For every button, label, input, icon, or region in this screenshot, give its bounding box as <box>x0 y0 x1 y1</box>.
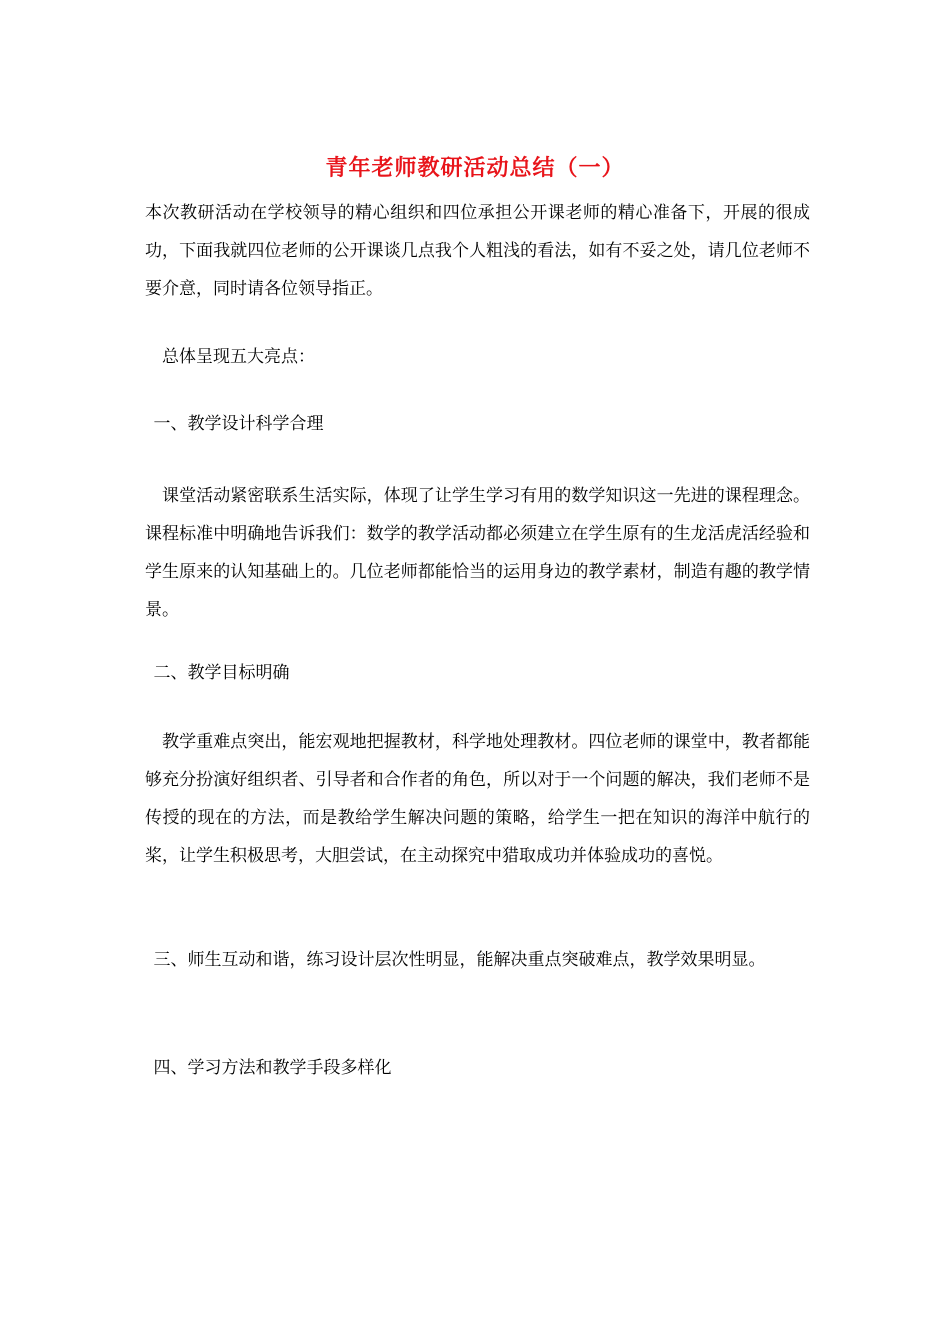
section-heading-2 <box>145 654 810 692</box>
section-body-1 <box>145 477 810 629</box>
section-heading-3 <box>145 941 810 979</box>
section-heading-4-text: 四、学习方法和教学手段多样化 <box>153 1058 392 1078</box>
section-body-2 <box>145 723 810 875</box>
summary-text: 总体呈现五大亮点： <box>162 347 315 367</box>
section-heading-1-text: 一、教学设计科学合理 <box>153 414 324 434</box>
section-body-2-text: 教学重难点突出，能宏观地把握教材，科学地处理教材。四位老师的课堂中，教者都能够充分扮演好组织者、引导者和合作者的角色，所以对于一个问题的解决，我们老师不是传授的现在的方法，而是教给学生解决问题的策略，给学生一把在知识的海洋中航行的桨，让学生积极思考，大胆尝试，在主动探究中猎取成功并体验成功的喜悦。 <box>145 732 810 866</box>
section-heading-4 <box>145 1049 810 1087</box>
section-heading-2-text: 二、教学目标明确 <box>153 663 290 683</box>
summary-line <box>145 338 810 376</box>
intro-paragraph: 本次教研活动在学校领导的精心组织和四位承担公开课老师的精心准备下，开展的很成功，下面我就四位老师的公开课谈几点我个人粗浅的看法，如有不妥之处，请几位老师不要介意，同时请各位领导指正。 <box>145 203 810 299</box>
section-body-1-text: 课堂活动紧密联系生活实际，体现了让学生学习有用的数学知识这一先进的课程理念。课程标准中明确地告诉我们：数学的教学活动都必须建立在学生原有的生龙活虎活经验和学生原来的认知基础上的。几位老师都能恰当的运用身边的教学素材，制造有趣的教学情景。 <box>145 486 810 620</box>
document-title: 青年老师教研活动总结（一） <box>325 155 625 181</box>
section-heading-3-text: 三、师生互动和谐，练习设计层次性明显，能解决重点突破难点，教学效果明显。 <box>153 950 766 970</box>
section-heading-1 <box>145 405 810 443</box>
